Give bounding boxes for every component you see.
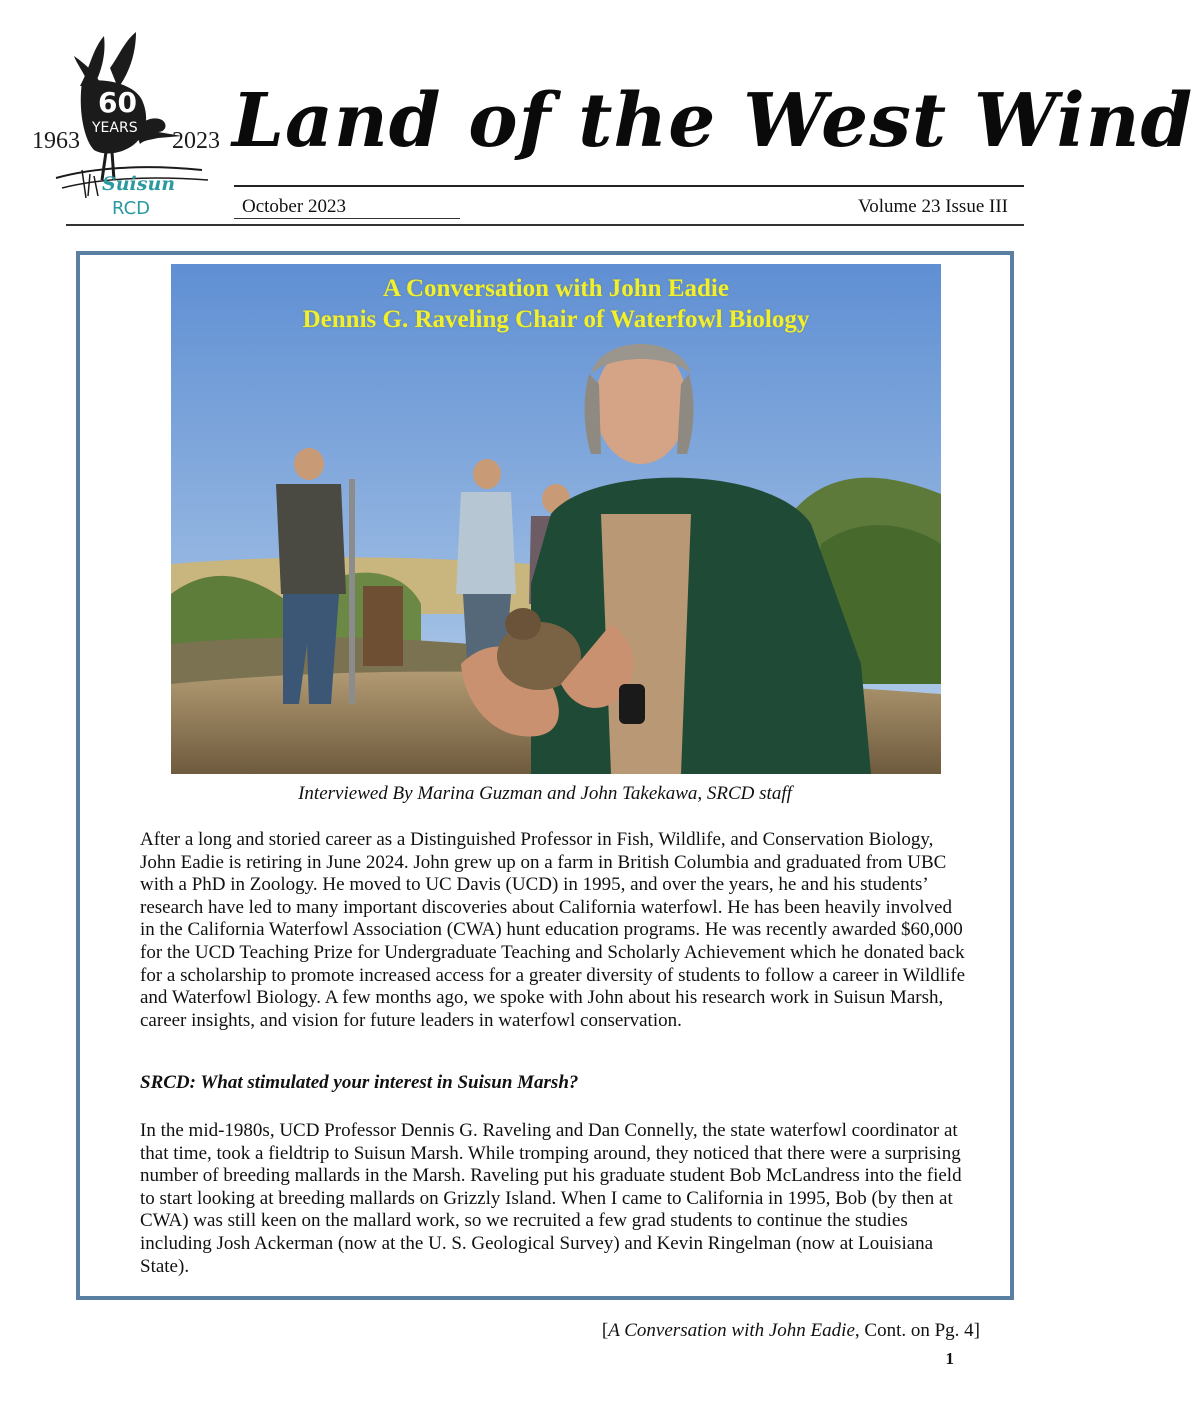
logo-org-initials: RCD xyxy=(112,198,151,219)
masthead-title: Land of the West Wind xyxy=(232,78,1193,164)
feature-photo xyxy=(171,264,941,774)
logo-year-start: 1963 xyxy=(32,128,80,154)
heron-icon xyxy=(32,28,226,222)
continued-notice xyxy=(602,1320,980,1342)
continued-open-bracket: [ xyxy=(601,1320,609,1341)
continued-page-ref: , Cont. on Pg. 4] xyxy=(854,1320,980,1341)
field-photo-duckling xyxy=(171,264,941,774)
interview-question: SRCD: What stimulated your interest in Suisun Marsh? xyxy=(140,1072,579,1093)
feature-subtitle: Dennis G. Raveling Chair of Waterfowl Biology xyxy=(302,306,810,333)
logo-anniversary-word: YEARS xyxy=(92,120,138,136)
answer-paragraph: In the mid-1980s, UCD Professor Dennis G. Raveling and Dan Connelly, the state waterfowl coordinator at that time, took a fieldtrip to Suisun Marsh. While tromping around, they noticed that there were a surprising number of breeding mallards in the Marsh. Raveling put his graduate student Bob McLandress into the field to start looking at breeding mallards on Grizzly Island. When I came to California in 1995, Bob (by then at CWA) was still keen on the mallard work, so we recruited a few grad students to continue the studies including Josh Ackerman (now at the U. S. Geological Survey) and Kevin Ringelman (now at Louisiana State). xyxy=(140,1120,962,1277)
masthead-divider xyxy=(234,185,1024,187)
feature-title: A Conversation with John Eadie xyxy=(383,275,729,302)
byline: Interviewed By Marina Guzman and John Takekawa, SRCD staff xyxy=(298,783,792,804)
date-underline xyxy=(234,218,460,219)
srcd-60-years-logo xyxy=(32,28,226,222)
masthead-bottom-divider xyxy=(66,224,1024,226)
issue-date: October 2023 xyxy=(242,196,346,217)
logo-year-end: 2023 xyxy=(172,128,220,154)
continued-article-title: A Conversation with John Eadie xyxy=(608,1320,855,1341)
logo-org-script: Suisun xyxy=(102,173,176,195)
issue-volume: Volume 23 Issue III xyxy=(857,196,1008,217)
intro-paragraph: After a long and storied career as a Distinguished Professor in Fish, Wildlife, and Conservation Biology, John Eadie is retiring in June 2024. John grew up on a farm in British Columbia and graduated from UBC with a PhD in Zoology. He moved to UC Davis (UCD) in 1995, and over the years, he and his students’ research have led to many important discoveries about California waterfowl. He has been heavily involved in the California Waterfowl Association (CWA) hunt education programs. He was recently awarded $60,000 for the UCD Teaching Prize for Undergraduate Teaching and Scholarly Achievement which he donated back for a scholarship to promote increased access for a greater diversity of students to follow a career in Wildlife and Waterfowl Biology. A few months ago, we spoke with John about his research work in Suisun Marsh, career insights, and vision for future leaders in waterfowl conservation. xyxy=(140,829,966,1031)
logo-anniversary-number: 60 xyxy=(98,86,137,119)
page-number: 1 xyxy=(945,1349,954,1368)
feature-article-box xyxy=(76,251,1014,1300)
